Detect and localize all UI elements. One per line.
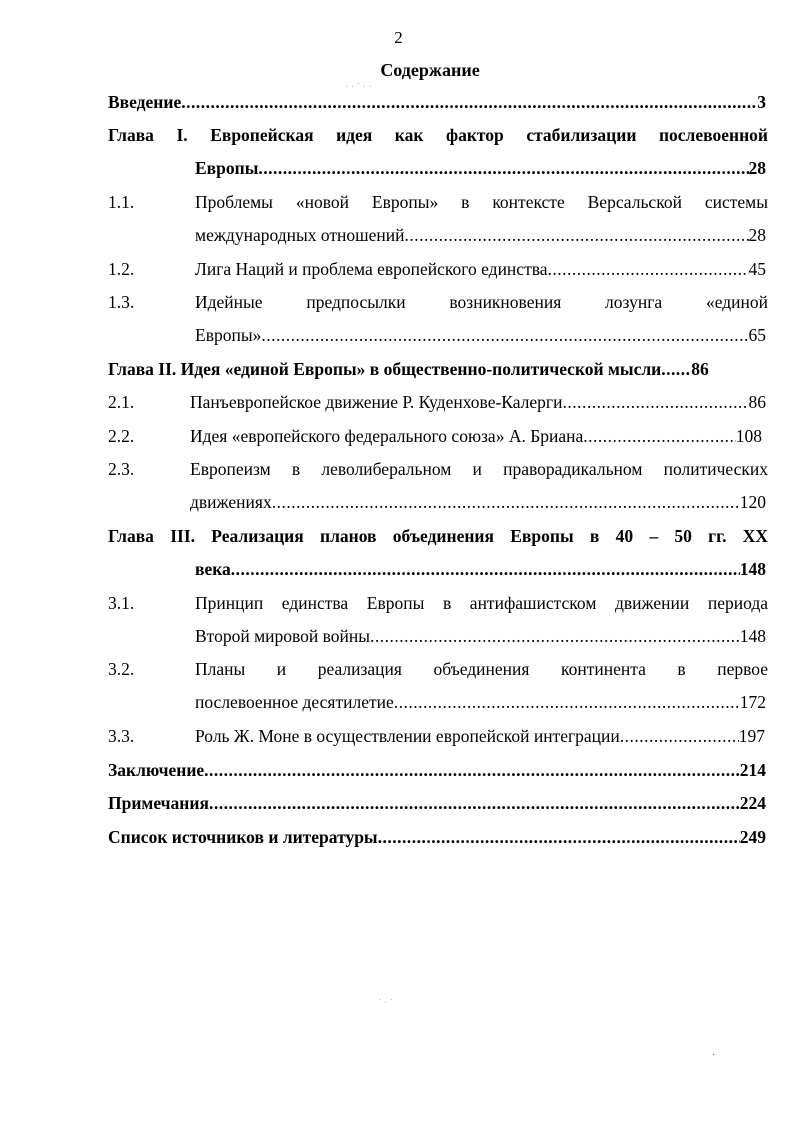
toc-chapter-3-line1[interactable]: Глава III. Реализация планов объединения Европы в 40 – 50 гг. XX [108,526,768,546]
toc-entry-text: послевоенное десятилетие [195,692,394,712]
toc-entry-text: Роль Ж. Моне в осуществлении европейской интеграции [195,726,620,746]
toc-page-number: 86 [748,392,766,412]
toc-section-1-3-line1[interactable]: Идейные предпосылки возникновения лозунга «единой [195,292,768,312]
scan-speck: ˙ · ˙ [378,998,393,1009]
toc-page-number: 86 [691,359,709,379]
toc-page-number: 120 [739,492,766,512]
toc-section-1-1[interactable] [195,225,766,246]
toc-entry-text: международных отношений [195,225,405,245]
toc-entry-text: века [195,559,231,579]
toc-chapter-2[interactable] [108,359,768,380]
toc-page-number: 28 [748,225,766,245]
dot-leader [181,92,757,113]
section-number: 1.2. [108,259,135,279]
toc-chapter-1-line1[interactable]: Глава I. Европейская идея как фактор стабилизации послевоенной [108,125,768,145]
section-number: 3.2. [108,659,135,679]
section-number: 3.3. [108,726,135,746]
toc-section-1-3[interactable] [195,325,766,346]
toc-section-3-1-line1[interactable]: Принцип единства Европы в антифашистском движении периода [195,593,768,613]
toc-section-3-2[interactable] [195,692,766,713]
dot-leader [620,726,739,747]
toc-entry-text: Введение [108,92,182,112]
toc-entry-text: Глава II. Идея «единой Европы» в общественно-политической мысли [108,359,662,379]
section-number: 2.1. [108,392,135,412]
toc-entry-text: движениях [190,492,272,512]
toc-page-number: 214 [739,760,766,780]
dot-leader [258,158,748,179]
toc-page-number: 224 [739,793,766,813]
toc-entry-text: Заключение [108,760,205,780]
toc-page-number: 249 [739,827,766,847]
page-title: Содержание [380,60,480,80]
toc-section-2-2[interactable] [190,426,762,447]
toc-entry-text: Примечания [108,793,209,813]
dot-leader [583,426,735,447]
scan-speck: · [712,1050,716,1061]
toc-entry-conclusion[interactable] [108,760,766,781]
section-number: 1.3. [108,292,135,312]
toc-page-number: 45 [748,259,766,279]
toc-entry-notes[interactable] [108,793,766,814]
toc-entry-text: Европы [195,158,259,178]
dot-leader [231,559,740,580]
dot-leader [661,359,691,380]
dot-leader [394,692,740,713]
dot-leader [378,827,740,848]
scan-speck: · · ˙ · · [345,82,372,93]
toc-page-number: 197 [738,726,765,746]
toc-entry-text: Идея «европейского федерального союза» А. Бриана [190,426,584,446]
toc-chapter-1[interactable] [195,158,766,179]
toc-entry-text: Панъевропейское движение Р. Куденхове-Калерги [190,392,563,412]
section-number: 1.1. [108,192,135,212]
toc-entry-text: Список источников и литературы [108,827,378,847]
toc-section-3-2-line1[interactable]: Планы и реализация объединения континента в первое [195,659,768,679]
toc-section-3-3[interactable] [195,726,765,747]
toc-page-number: 172 [739,692,766,712]
dot-leader [405,225,749,246]
toc-chapter-3[interactable] [195,559,766,580]
dot-leader [209,793,740,814]
toc-section-3-1[interactable] [195,626,766,647]
toc-section-1-2[interactable] [195,259,766,280]
section-number: 2.2. [108,426,135,446]
toc-page-number: 3 [757,92,766,112]
toc-page-number: 65 [748,325,766,345]
toc-entry-text: Лига Наций и проблема европейского единства [195,259,548,279]
dot-leader [204,760,740,781]
dot-leader [548,259,749,280]
toc-entry-text: Второй мировой войны [195,626,371,646]
section-number: 2.3. [108,459,135,479]
toc-section-2-3-line1[interactable]: Европеизм в леволиберальном и праворадикальном политических [190,459,768,479]
toc-page-number: 148 [739,559,766,579]
toc-entry-text: Европы» [195,325,262,345]
section-number: 3.1. [108,593,135,613]
dot-leader [562,392,748,413]
toc-entry-intro[interactable] [108,92,766,113]
toc-entry-sources[interactable] [108,827,766,848]
toc-page-number: 28 [748,158,766,178]
dot-leader [261,325,748,346]
dot-leader [370,626,740,647]
page-number: 2 [394,28,403,47]
toc-section-2-3[interactable] [190,492,766,513]
toc-section-2-1[interactable] [190,392,766,413]
toc-page-number: 108 [735,426,762,446]
toc-page-number: 148 [739,626,766,646]
dot-leader [272,492,740,513]
toc-section-1-1-line1[interactable]: Проблемы «новой Европы» в контексте Версальской системы [195,192,768,212]
